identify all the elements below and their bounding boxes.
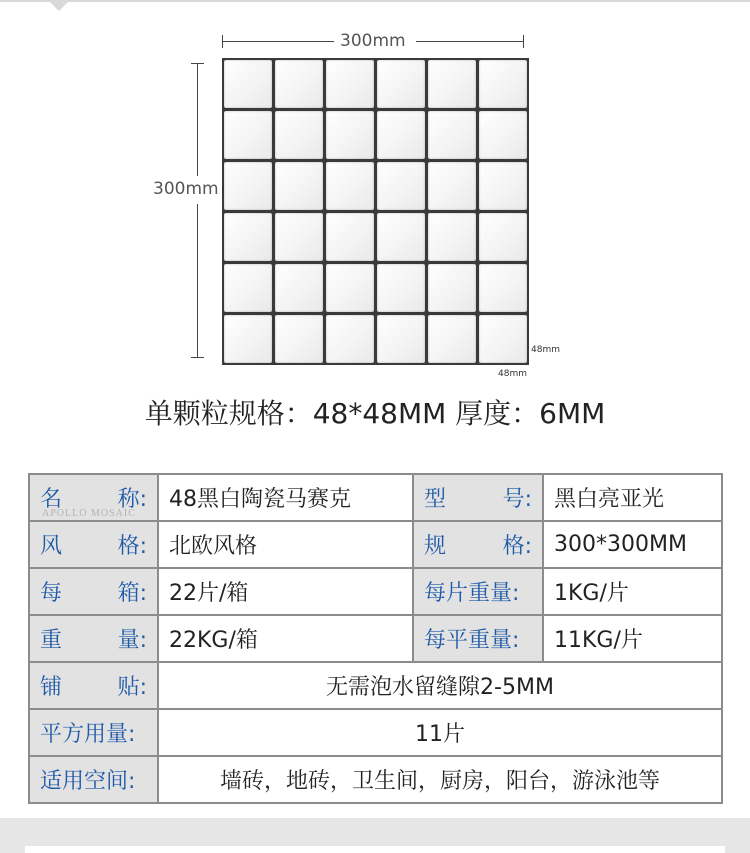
name-value: 48黑白陶瓷马赛克 xyxy=(158,474,413,521)
model-label: 型 号: xyxy=(413,474,543,521)
table-row xyxy=(29,521,722,568)
tile xyxy=(377,264,425,312)
tile xyxy=(275,264,323,312)
sheet-weight-value: 1KG/片 xyxy=(543,568,722,615)
style-value: 北欧风格 xyxy=(158,521,413,568)
tile xyxy=(275,213,323,261)
watermark-text: APOLLO MOSAIC xyxy=(42,508,136,519)
tile xyxy=(326,162,374,210)
tile xyxy=(377,162,425,210)
tile xyxy=(224,111,272,159)
height-dim-label: 300mm xyxy=(153,179,219,199)
tile xyxy=(275,162,323,210)
table-row xyxy=(29,756,722,803)
tile xyxy=(377,111,425,159)
weight-value: 22KG/箱 xyxy=(158,615,413,662)
height-dim-line-bottom xyxy=(197,204,198,358)
top-divider xyxy=(0,0,750,2)
model-value: 黑白亮亚光 xyxy=(543,474,722,521)
bottom-strip xyxy=(25,846,725,853)
per-sqm-label: 平方用量: xyxy=(29,709,158,756)
tile xyxy=(479,111,527,159)
tile xyxy=(275,315,323,363)
table-row xyxy=(29,568,722,615)
chip-width-label: 48mm xyxy=(498,369,527,379)
chip-height-label: 48mm xyxy=(531,345,560,355)
tile xyxy=(275,60,323,108)
tile xyxy=(479,264,527,312)
tile xyxy=(224,60,272,108)
tile xyxy=(377,315,425,363)
tile xyxy=(428,264,476,312)
style-label: 风 格: xyxy=(29,521,158,568)
tile xyxy=(428,60,476,108)
laying-label: 铺 贴: xyxy=(29,662,158,709)
tile xyxy=(326,111,374,159)
tile xyxy=(428,315,476,363)
tile xyxy=(377,213,425,261)
table-row xyxy=(29,615,722,662)
tile xyxy=(224,213,272,261)
tile xyxy=(428,213,476,261)
tile xyxy=(479,213,527,261)
size-label: 规 格: xyxy=(413,521,543,568)
name-label: 名 称: xyxy=(29,474,158,521)
sqm-weight-label: 每平重量: xyxy=(413,615,543,662)
tile xyxy=(326,315,374,363)
chip-spec-line: 单颗粒规格：48*48MM 厚度：6MM xyxy=(144,397,606,430)
tile xyxy=(326,264,374,312)
tile xyxy=(224,315,272,363)
width-dim-label: 300mm xyxy=(340,31,406,51)
per-sqm-value: 11片 xyxy=(158,709,722,756)
tile xyxy=(326,60,374,108)
tile xyxy=(479,162,527,210)
tile xyxy=(479,60,527,108)
width-dim-line-left xyxy=(222,41,334,42)
tile xyxy=(428,162,476,210)
height-dim-line-top xyxy=(197,63,198,176)
mosaic-sheet-image xyxy=(222,58,529,365)
table-row xyxy=(29,662,722,709)
width-dim-line-right xyxy=(416,41,524,42)
sqm-weight-value: 11KG/片 xyxy=(543,615,722,662)
sheet-weight-label: 每片重量: xyxy=(413,568,543,615)
usage-label: 适用空间: xyxy=(29,756,158,803)
spec-table xyxy=(28,473,723,804)
table-row xyxy=(29,709,722,756)
laying-value: 无需泡水留缝隙2-5MM xyxy=(158,662,722,709)
usage-value: 墙砖，地砖，卫生间，厨房，阳台，游泳池等 xyxy=(158,756,722,803)
tile xyxy=(479,315,527,363)
tile xyxy=(224,264,272,312)
per-box-label: 每 箱: xyxy=(29,568,158,615)
top-divider-notch xyxy=(50,2,68,11)
size-value: 300*300MM xyxy=(543,521,722,568)
tile xyxy=(224,162,272,210)
per-box-value: 22片/箱 xyxy=(158,568,413,615)
tile xyxy=(428,111,476,159)
weight-label: 重 量: xyxy=(29,615,158,662)
tile xyxy=(275,111,323,159)
tile xyxy=(377,60,425,108)
tile xyxy=(326,213,374,261)
